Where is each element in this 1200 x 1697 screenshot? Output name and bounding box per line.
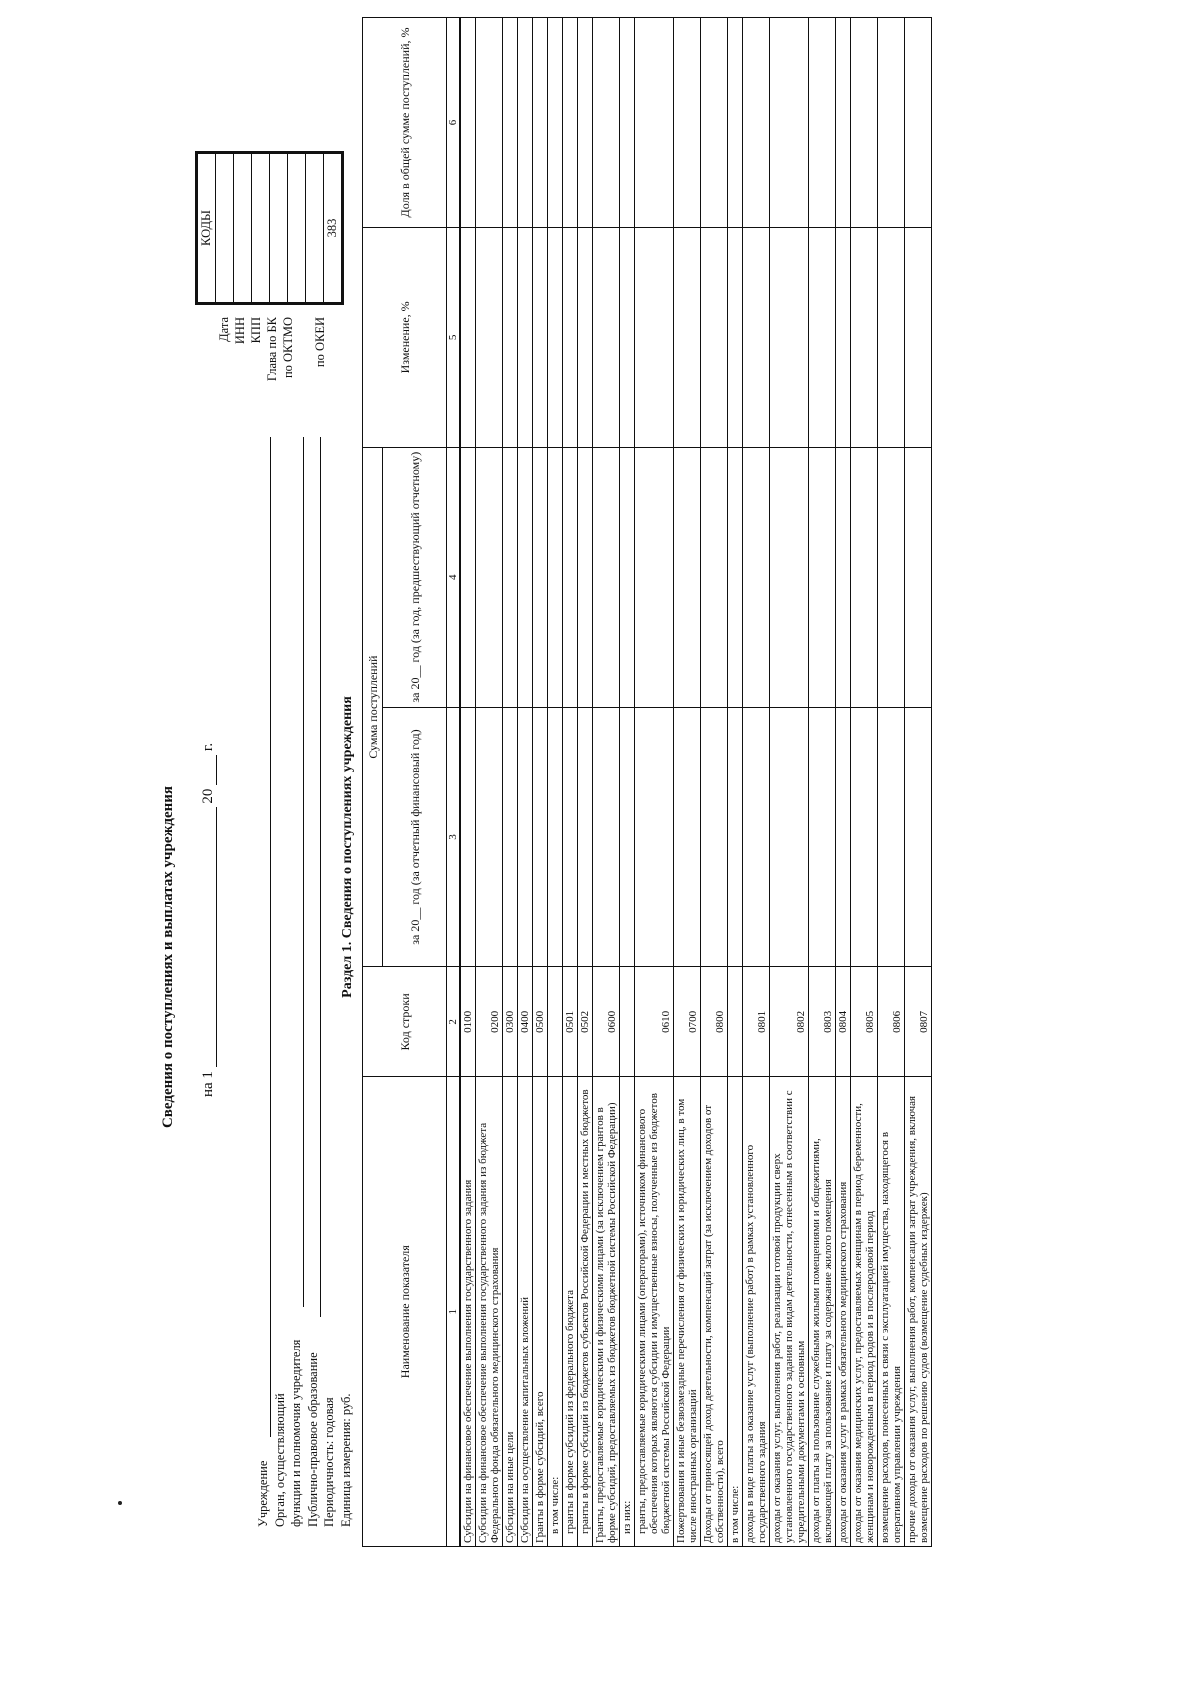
row-name: доходы от оказания услуг, выполнения работ, реализации готовой продукции сверх установленного государственного задания по видам деятельности, отнесенным в соответствии с учредительными документами к основным <box>770 1077 809 1547</box>
cell-share[interactable] <box>728 18 743 228</box>
col-number-4: 4 <box>447 447 461 707</box>
row-code: 0100 <box>460 967 476 1077</box>
col-header-name: Наименование показателя <box>363 1077 447 1547</box>
cell-share[interactable] <box>578 18 593 228</box>
cell-change[interactable] <box>620 227 635 447</box>
row-name: возмещение расходов, понесенных в связи с эксплуатацией имущества, находящегося в оперативном управлении учреждения <box>878 1077 905 1547</box>
cell-change[interactable] <box>460 227 476 447</box>
report-title: Сведения о поступлениях и выплатах учреждения <box>160 785 176 1129</box>
cell-current[interactable] <box>620 707 635 967</box>
row-name: в том числе: <box>548 1077 563 1547</box>
cell-previous[interactable] <box>743 447 770 707</box>
cell-current[interactable] <box>878 707 905 967</box>
table-row <box>674 18 701 1547</box>
cell-share[interactable] <box>563 18 578 228</box>
cell-change[interactable] <box>905 227 932 447</box>
table-row <box>851 18 878 1547</box>
col-header-share: Доля в общей сумме поступлений, % <box>363 18 447 228</box>
cell-current[interactable] <box>533 707 548 967</box>
cell-previous[interactable] <box>674 447 701 707</box>
cell-previous[interactable] <box>809 447 836 707</box>
cell-change[interactable] <box>635 227 674 447</box>
col-number-2: 2 <box>447 967 461 1077</box>
cell-previous[interactable] <box>503 447 518 707</box>
row-code: 0802 <box>770 967 809 1077</box>
cell-share[interactable] <box>533 18 548 228</box>
cell-current[interactable] <box>635 707 674 967</box>
cell-share[interactable] <box>548 18 563 228</box>
row-name: прочие доходы от оказания услуг, выполнения работ, компенсации затрат учреждения, включая возмещение расходов по решению судов (возмещение судебных издержек) <box>905 1077 932 1547</box>
row-code: 0801 <box>743 967 770 1077</box>
cell-current[interactable] <box>518 707 533 967</box>
code-blank-cell[interactable] <box>305 154 323 302</box>
cell-change[interactable] <box>809 227 836 447</box>
date-suffix: г. <box>200 742 216 752</box>
code-label-kpp: КПП <box>249 317 263 344</box>
cell-previous[interactable] <box>518 447 533 707</box>
col-header-sum-group: Сумма поступлений <box>363 447 383 967</box>
code-date-cell[interactable] <box>215 154 233 302</box>
cell-share[interactable] <box>878 18 905 228</box>
founder-organ-field-line[interactable] <box>303 437 304 1307</box>
row-name: доходы от оказания услуг в рамках обязательного медицинского страхования <box>836 1077 851 1547</box>
cell-share[interactable] <box>635 18 674 228</box>
cell-change[interactable] <box>533 227 548 447</box>
field-founder-organ-label-1: Орган, осуществляющий <box>272 1393 287 1527</box>
codes-box <box>195 151 344 305</box>
date-prefix: на 1 <box>200 1071 216 1097</box>
cell-change[interactable] <box>701 227 728 447</box>
row-name: Доходы от приносящей доход деятельности, компенсаций затрат (за исключением доходов от собственности), всего <box>701 1077 728 1547</box>
row-code: 0803 <box>809 967 836 1077</box>
table-row <box>701 18 728 1547</box>
cell-change[interactable] <box>476 227 503 447</box>
row-name: Субсидии на финансовое обеспечение выполнения государственного задания <box>460 1077 476 1547</box>
cell-change[interactable] <box>563 227 578 447</box>
cell-current[interactable] <box>743 707 770 967</box>
row-name: Субсидии на финансовое обеспечение выполнения государственного задания из бюджета Федерального фонда обязательного медицинского страхования <box>476 1077 503 1547</box>
row-name: доходы от платы за пользование служебными жилыми помещениями и общежитиями, включающей плату за пользование и плату за содержание жилого помещения <box>809 1077 836 1547</box>
cell-current[interactable] <box>578 707 593 967</box>
table-row <box>593 18 620 1547</box>
date-day-month-field[interactable] <box>216 807 217 1067</box>
code-label-bk: Глава по БК <box>265 317 279 382</box>
row-code: 0700 <box>674 967 701 1077</box>
table-row <box>563 18 578 1547</box>
code-inn-cell[interactable] <box>233 154 251 302</box>
row-code: 0501 <box>563 967 578 1077</box>
table-row <box>728 18 743 1547</box>
col-number-6: 6 <box>447 18 461 228</box>
cell-previous[interactable] <box>548 447 563 707</box>
table-row <box>809 18 836 1547</box>
cell-change[interactable] <box>851 227 878 447</box>
date-year-field[interactable] <box>216 755 217 785</box>
cell-current[interactable] <box>701 707 728 967</box>
cell-current[interactable] <box>905 707 932 967</box>
row-code: 0500 <box>533 967 548 1077</box>
row-code: 0800 <box>701 967 728 1077</box>
cell-share[interactable] <box>476 18 503 228</box>
cell-previous[interactable] <box>905 447 932 707</box>
cell-previous[interactable] <box>836 447 851 707</box>
row-code: 0502 <box>578 967 593 1077</box>
row-code <box>548 967 563 1077</box>
row-code: 0300 <box>503 967 518 1077</box>
cell-current[interactable] <box>503 707 518 967</box>
cell-change[interactable] <box>548 227 563 447</box>
code-okei-cell: 383 <box>323 154 341 302</box>
cell-change[interactable] <box>503 227 518 447</box>
row-name: Гранты в форме субсидий, всего <box>533 1077 548 1547</box>
field-periodicity-label: Периодичность: годовая <box>322 1397 336 1527</box>
cell-previous[interactable] <box>593 447 620 707</box>
table-row <box>770 18 809 1547</box>
table-row <box>476 18 503 1547</box>
table-row <box>548 18 563 1547</box>
row-name: Субсидии на иные цели <box>503 1077 518 1547</box>
row-code: 0804 <box>836 967 851 1077</box>
cell-current[interactable] <box>460 707 476 967</box>
cell-current[interactable] <box>770 707 809 967</box>
row-code: 0807 <box>905 967 932 1077</box>
code-label-blank <box>296 317 312 417</box>
cell-current[interactable] <box>809 707 836 967</box>
col-header-change: Изменение, % <box>363 227 447 447</box>
code-bk-cell[interactable] <box>269 154 287 302</box>
code-kpp-cell[interactable] <box>251 154 269 302</box>
cell-previous[interactable] <box>460 447 476 707</box>
table-row <box>518 18 533 1547</box>
field-founder-organ-label-2: функции и полномочия учредителя <box>289 1339 303 1527</box>
row-name: Субсидии на осуществление капитальных вложений <box>518 1077 533 1547</box>
row-name: из них: <box>620 1077 635 1547</box>
table-row <box>836 18 851 1547</box>
scan-speck <box>118 1501 122 1505</box>
code-label-inn: ИНН <box>233 317 247 345</box>
cell-share[interactable] <box>460 18 476 228</box>
row-code <box>728 967 743 1077</box>
cell-share[interactable] <box>620 18 635 228</box>
codes-header: КОДЫ <box>199 210 213 246</box>
receipts-table <box>362 17 932 1547</box>
col-header-previous-year: за 20__ год (за год, предшествующий отчетному) <box>383 447 447 707</box>
cell-share[interactable] <box>701 18 728 228</box>
cell-share[interactable] <box>905 18 932 228</box>
code-label-date: Дата <box>217 317 231 342</box>
cell-current[interactable] <box>593 707 620 967</box>
cell-previous[interactable] <box>620 447 635 707</box>
cell-change[interactable] <box>578 227 593 447</box>
row-code: 0200 <box>476 967 503 1077</box>
cell-previous[interactable] <box>533 447 548 707</box>
cell-share[interactable] <box>593 18 620 228</box>
col-number-3: 3 <box>447 707 461 967</box>
cell-current[interactable] <box>476 707 503 967</box>
row-name: Пожертвования и иные безвозмездные перечисления от физических и юридических лиц, в том числе иностранных организаций <box>674 1077 701 1547</box>
table-row <box>905 18 932 1547</box>
cell-change[interactable] <box>674 227 701 447</box>
row-name: в том числе: <box>728 1077 743 1547</box>
cell-previous[interactable] <box>728 447 743 707</box>
section-1-title: Раздел 1. Сведения о поступлениях учреждения <box>340 696 355 998</box>
code-label-oktmo: по ОКТМО <box>281 317 295 379</box>
cell-previous[interactable] <box>878 447 905 707</box>
field-unit-label: Единица измерения: руб. <box>338 1393 353 1527</box>
cell-change[interactable] <box>770 227 809 447</box>
cell-change[interactable] <box>836 227 851 447</box>
cell-current[interactable] <box>836 707 851 967</box>
cell-share[interactable] <box>743 18 770 228</box>
cell-share[interactable] <box>503 18 518 228</box>
cell-previous[interactable] <box>851 447 878 707</box>
cell-current[interactable] <box>548 707 563 967</box>
table-row <box>503 18 518 1547</box>
row-name: Гранты, предоставляемые юридическими и физическими лицами (за исключением грантов в форме субсидий, предоставляемых из бюджетов бюджетной системы Российской Федерации) <box>593 1077 620 1547</box>
row-code: 0805 <box>851 967 878 1077</box>
table-row <box>533 18 548 1547</box>
code-label-okei: по ОКЕИ <box>313 317 327 368</box>
row-code: 0400 <box>518 967 533 1077</box>
field-public-entity-label: Публично-правовое образование <box>305 1352 320 1527</box>
row-code: 0806 <box>878 967 905 1077</box>
cell-previous[interactable] <box>770 447 809 707</box>
row-code <box>620 967 635 1077</box>
cell-change[interactable] <box>518 227 533 447</box>
cell-share[interactable] <box>770 18 809 228</box>
row-name: гранты, предоставляемые юридическими лицами (операторами), источником финансового обеспечения которых являются субсидии и имущественные взносы, полученные из бюджетов бюджетной системы Российской Федерации <box>635 1077 674 1547</box>
field-institution-label: Учреждение <box>256 1460 270 1527</box>
cell-current[interactable] <box>674 707 701 967</box>
cell-previous[interactable] <box>476 447 503 707</box>
table-row <box>578 18 593 1547</box>
cell-previous[interactable] <box>578 447 593 707</box>
cell-share[interactable] <box>518 18 533 228</box>
row-name: доходы в виде платы за оказание услуг (выполнение работ) в рамках установленного государственного задания <box>743 1077 770 1547</box>
public-entity-field-line[interactable] <box>320 437 321 1317</box>
cell-previous[interactable] <box>563 447 578 707</box>
row-name: гранты в форме субсидий из федерального бюджета <box>563 1077 578 1547</box>
col-number-1: 1 <box>447 1077 461 1547</box>
table-row <box>635 18 674 1547</box>
institution-field-line[interactable] <box>270 437 271 1437</box>
report-date-line <box>200 743 217 1097</box>
cell-change[interactable] <box>743 227 770 447</box>
row-name: гранты в форме субсидий из бюджетов субъектов Российской Федерации и местных бюджетов <box>578 1077 593 1547</box>
col-header-current-year: за 20__ год (за отчетный финансовый год) <box>383 707 447 967</box>
cell-current[interactable] <box>563 707 578 967</box>
cell-change[interactable] <box>728 227 743 447</box>
cell-share[interactable] <box>851 18 878 228</box>
cell-share[interactable] <box>674 18 701 228</box>
row-name: доходы от оказания медицинских услуг, предоставляемых женщинам в период беременности, женщинам и новорожденным в период родов и в послеродовой период <box>851 1077 878 1547</box>
cell-share[interactable] <box>836 18 851 228</box>
code-oktmo-cell[interactable] <box>287 154 305 302</box>
cell-change[interactable] <box>593 227 620 447</box>
date-year-prefix: 20 <box>200 788 216 804</box>
col-number-5: 5 <box>447 227 461 447</box>
cell-share[interactable] <box>809 18 836 228</box>
cell-current[interactable] <box>851 707 878 967</box>
table-row <box>620 18 635 1547</box>
table-row <box>460 18 476 1547</box>
col-header-code: Код строки <box>363 967 447 1077</box>
table-row <box>743 18 770 1547</box>
cell-previous[interactable] <box>635 447 674 707</box>
cell-current[interactable] <box>728 707 743 967</box>
row-code: 0610 <box>635 967 674 1077</box>
row-code: 0600 <box>593 967 620 1077</box>
cell-previous[interactable] <box>701 447 728 707</box>
codes-labels <box>216 317 328 417</box>
cell-change[interactable] <box>878 227 905 447</box>
table-row <box>878 18 905 1547</box>
